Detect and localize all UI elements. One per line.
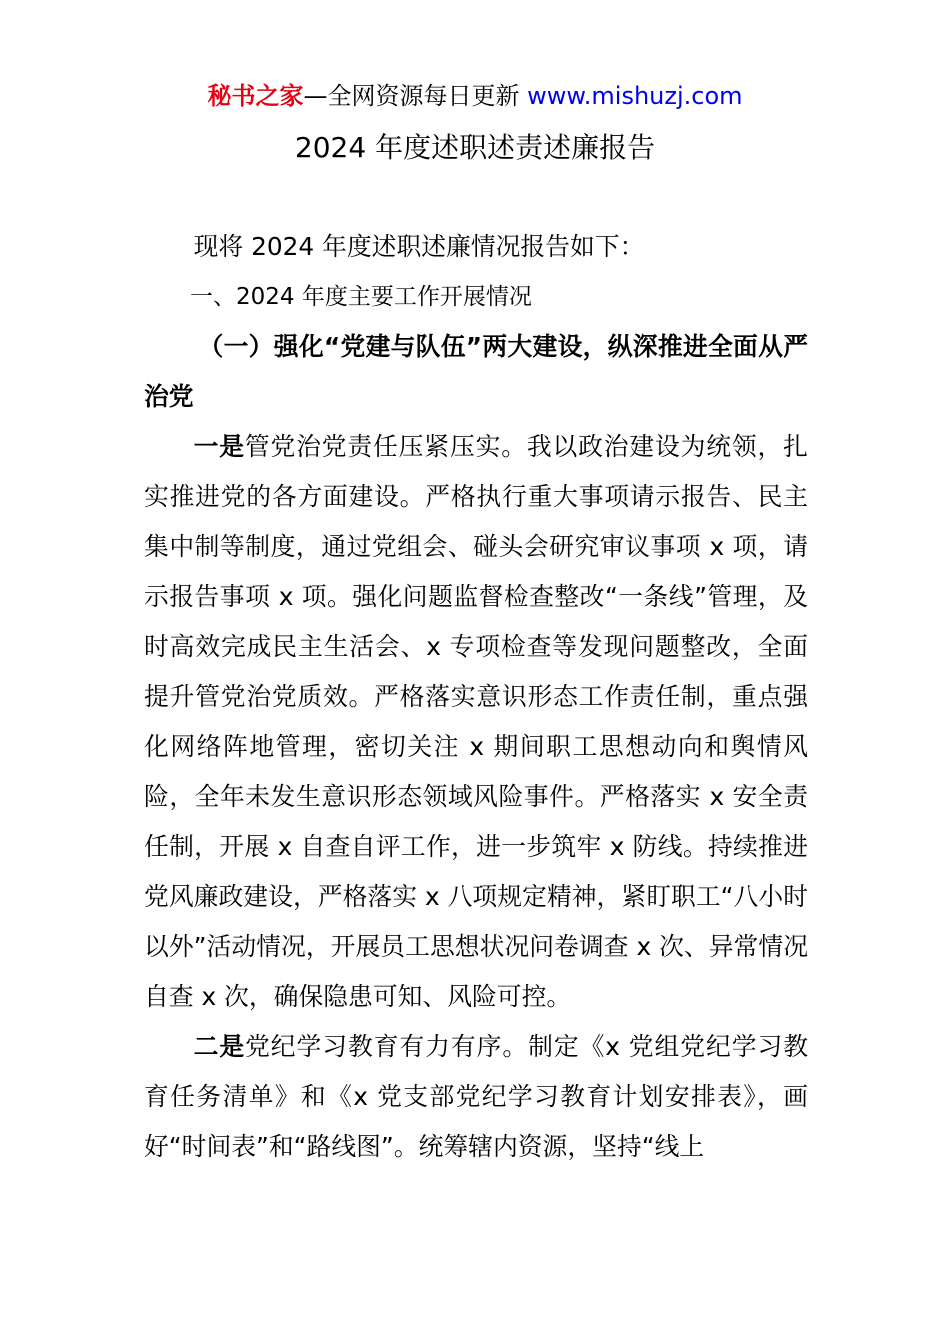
item-text-1: 管党治党责任压紧压实。我以政治建设为统领，扎实推进党的各方面建设。严格执行重大事项请示报告、民主集中制等制度，通过党组会、碰头会研究审议事项 x 项，请示报告事项 x 项。强化问题监督检查整改“一条线”管理，及时高效完成民主生活会、x 专项检查等发现问题整改，全面提升管党治党质效。严格落实意识形态工作责任制，重点强化网络阵地管理，密切关注 x 期间职工思想动向和舆情风险，全年未发生意识形态领域风险事件。严格落实 x 安全责任制，开展 x 自查自评工作，进一步筑牢 x 防线。持续推进党风廉政建设，严格落实 x 八项规定精神，紧盯职工“八小时以外”活动情况，开展员工思想状况问卷调查 x 次、异常情况自查 x 次，确保隐患可知、风险可控。 xyxy=(144,432,808,1011)
subsection-heading: （一）强化“党建与队伍”两大建设，纵深推进全面从严治党 xyxy=(144,332,808,411)
header-tagline: 全网资源每日更新 xyxy=(327,82,520,110)
item-paragraph-2 xyxy=(144,1022,808,1172)
header-separator: — xyxy=(303,82,328,110)
section-heading: 一、2024 年度主要工作开展情况 xyxy=(190,284,532,310)
site-header xyxy=(0,80,950,112)
item-text-2: 党纪学习教育有力有序。制定《x 党组党纪学习教育任务清单》和《x 党支部党纪学习教育计划安排表》，画好“时间表”和“路线图”。统筹辖内资源，坚持“线上 xyxy=(144,1032,808,1161)
document-title: 2024 年度述职述责述廉报告 xyxy=(294,131,656,164)
item-lead-2: 二是 xyxy=(193,1032,246,1061)
site-url-link[interactable]: www.mishuzj.com xyxy=(527,82,743,110)
item-paragraph-1 xyxy=(144,422,808,1022)
brand-name: 秘书之家 xyxy=(207,82,304,110)
intro-paragraph: 现将 2024 年度述职述廉情况报告如下： xyxy=(193,232,645,261)
document-body xyxy=(144,222,808,1172)
item-lead-1: 一是 xyxy=(193,432,245,461)
